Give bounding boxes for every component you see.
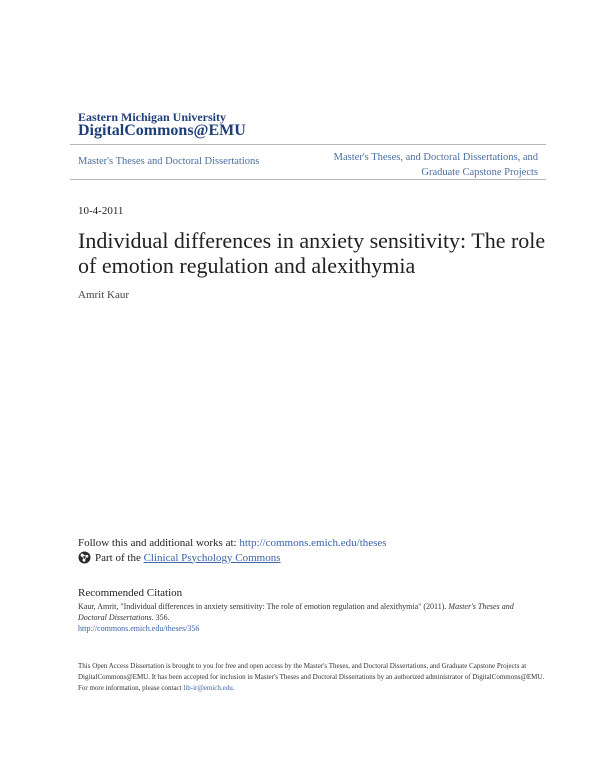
document-title: Individual differences in anxiety sensitivity: The role of emotion regulation and alexithymia [78,228,546,278]
recommended-citation-heading: Recommended Citation [78,587,183,599]
follow-line [78,537,387,549]
citation-url-link[interactable]: http://commons.emich.edu/theses/356 [78,624,200,633]
header-divider-top [70,144,546,145]
notice-end: . [232,684,235,692]
contact-email-link[interactable]: lib-ir@emich.edu [183,684,233,692]
institution-name: Eastern Michigan University [78,110,226,124]
network-icon [78,551,91,564]
open-access-notice [78,661,548,694]
clinical-psychology-commons-link[interactable]: Clinical Psychology Commons [143,551,281,564]
follow-link[interactable]: http://commons.emich.edu/theses [239,537,387,549]
citation-text: Kaur, Amrit, "Individual differences in anxiety sensitivity: The role of emotion regulation and alexithymia" (2011). [78,602,449,611]
part-of-prefix: Part of the [95,551,141,564]
header-divider-bottom [70,179,546,180]
repository-name[interactable]: DigitalCommons@EMU [78,122,246,139]
citation-number: . 356. [151,613,170,622]
notice-text: This Open Access Dissertation is brought to you for free and open access by the Master's Theses, and Doctoral Dissertations, and Graduate Capstone Projects at DigitalCommons@EMU. It has been accepted for inclusion in Master's Theses and Doctoral Dissertations by an authorized administrator of DigitalCommons@EMU. For more information, please contact [78,662,545,692]
collection-link-left[interactable]: Master's Theses and Doctoral Dissertations [78,156,260,167]
follow-prefix: Follow this and additional works at: [78,537,240,549]
citation-block [78,601,540,634]
publication-date: 10-4-2011 [78,205,124,217]
part-of-line [78,551,280,564]
author-name: Amrit Kaur [78,289,130,301]
collection-link-right[interactable]: Master's Theses, and Doctoral Dissertations, and Graduate Capstone Projects [333,152,538,178]
citation-series: Master's Theses and Doctoral Dissertations [78,602,514,622]
